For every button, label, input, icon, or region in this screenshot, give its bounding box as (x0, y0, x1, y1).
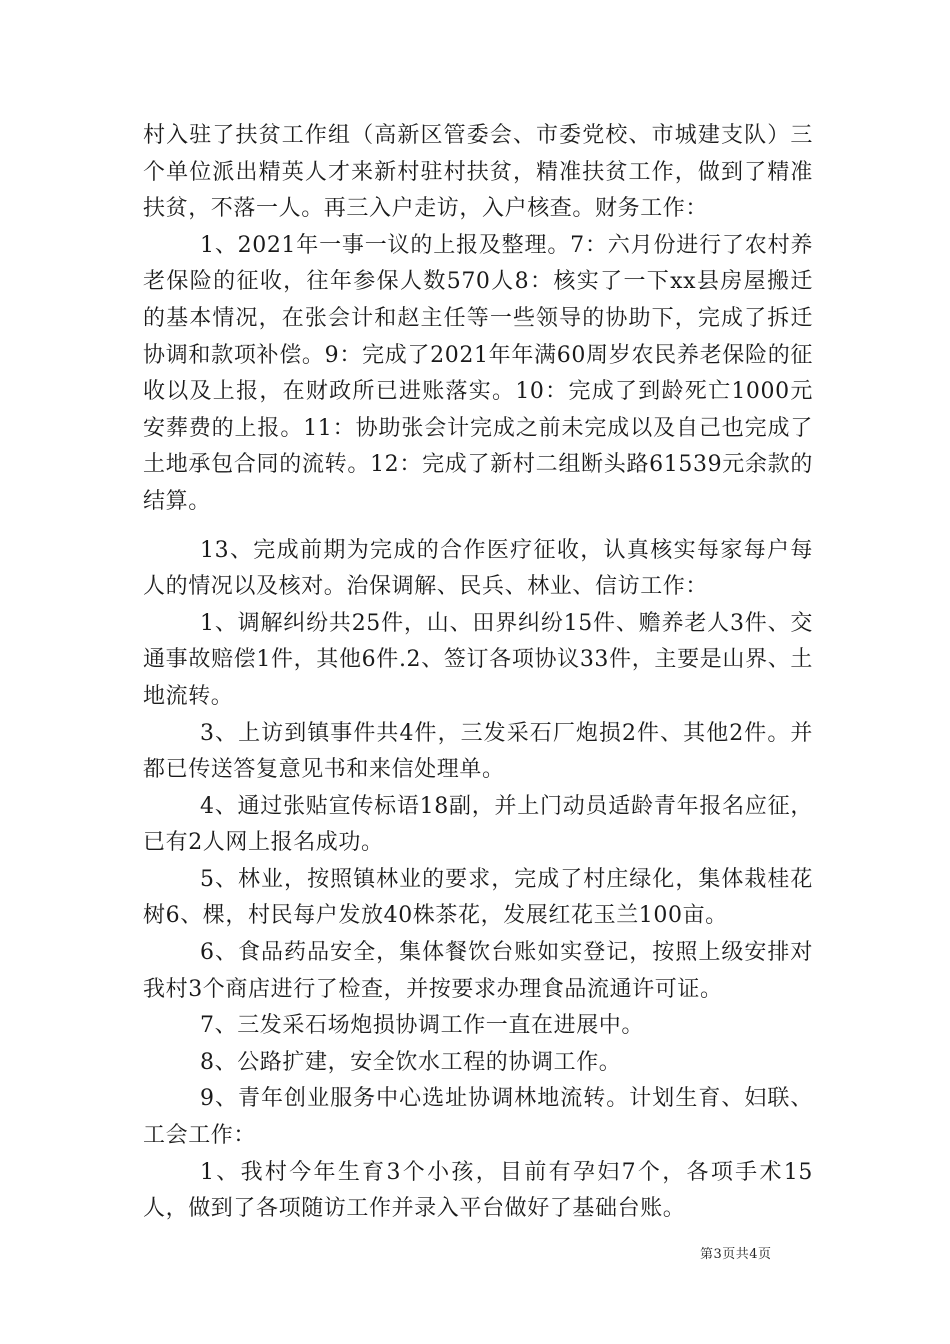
paragraph: 9、青年创业服务中心选址协调林地流转。计划生育、妇联、工会工作： (143, 1086, 813, 1149)
paragraph: 村入驻了扶贫工作组（高新区管委会、市委党校、市城建支队）三个单位派出精英人才来新村驻村扶贫，精准扶贫工作，做到了精准扶贫，不落一人。再三入户走访，入户核查。财务工作： (143, 123, 813, 222)
page-number-footer: 第3页共4页 (700, 1247, 772, 1262)
paragraph: 6、食品药品安全，集体餐饮台账如实登记，按照上级安排对我村3个商店进行了检查，并按要求办理食品流通许可证。 (143, 940, 813, 1002)
paragraph: 5、林业，按照镇林业的要求，完成了村庄绿化，集体栽桂花树6、棵，村民每户发放40株茶花，发展红花玉兰100亩。 (143, 866, 813, 929)
paragraph: 1、我村今年生育3个小孩，目前有孕妇7个，各项手术15人，做到了各项随访工作并录入平台做好了基础台账。 (143, 1159, 813, 1222)
paragraph: 13、完成前期为完成的合作医疗征收，认真核实每家每户每人的情况以及核对。治保调解、民兵、林业、信访工作： (143, 537, 813, 600)
paragraph: 1、调解纠纷共25件，山、田界纠纷15件、赡养老人3件、交通事故赔偿1件，其他6件.2、签订各项协议33件，主要是山界、土地流转。 (143, 610, 813, 709)
paragraph: 7、三发采石场炮损协调工作一直在进展中。 (200, 1013, 644, 1039)
paragraph: 1、2021年一事一议的上报及整理。7：六月份进行了农村养老保险的征收，往年参保人数570人8：核实了一下xx县房屋搬迁的基本情况，在张会计和赵主任等一些领导的协助下，完成了拆迁协调和款项补偿。9：完成了2021年年满60周岁农民养老保险的征收以及上报，在财政所已进账落实。10：完成了到龄死亡1000元安葬费的上报。11：协助张会计完成之前未完成以及自己也完成了土地承包合同的流转。12：完成了新村二组断头路61539元余款的结算。 (143, 232, 813, 514)
document-body (143, 118, 813, 1228)
paragraph: 3、上访到镇事件共4件，三发采石厂炮损2件、其他2件。并都已传送答复意见书和来信处理单。 (143, 720, 813, 783)
paragraph: 4、通过张贴宣传标语18副，并上门动员适龄青年报名应征，已有2人网上报名成功。 (143, 793, 813, 856)
paragraph: 8、公路扩建，安全饮水工程的协调工作。 (200, 1049, 622, 1075)
